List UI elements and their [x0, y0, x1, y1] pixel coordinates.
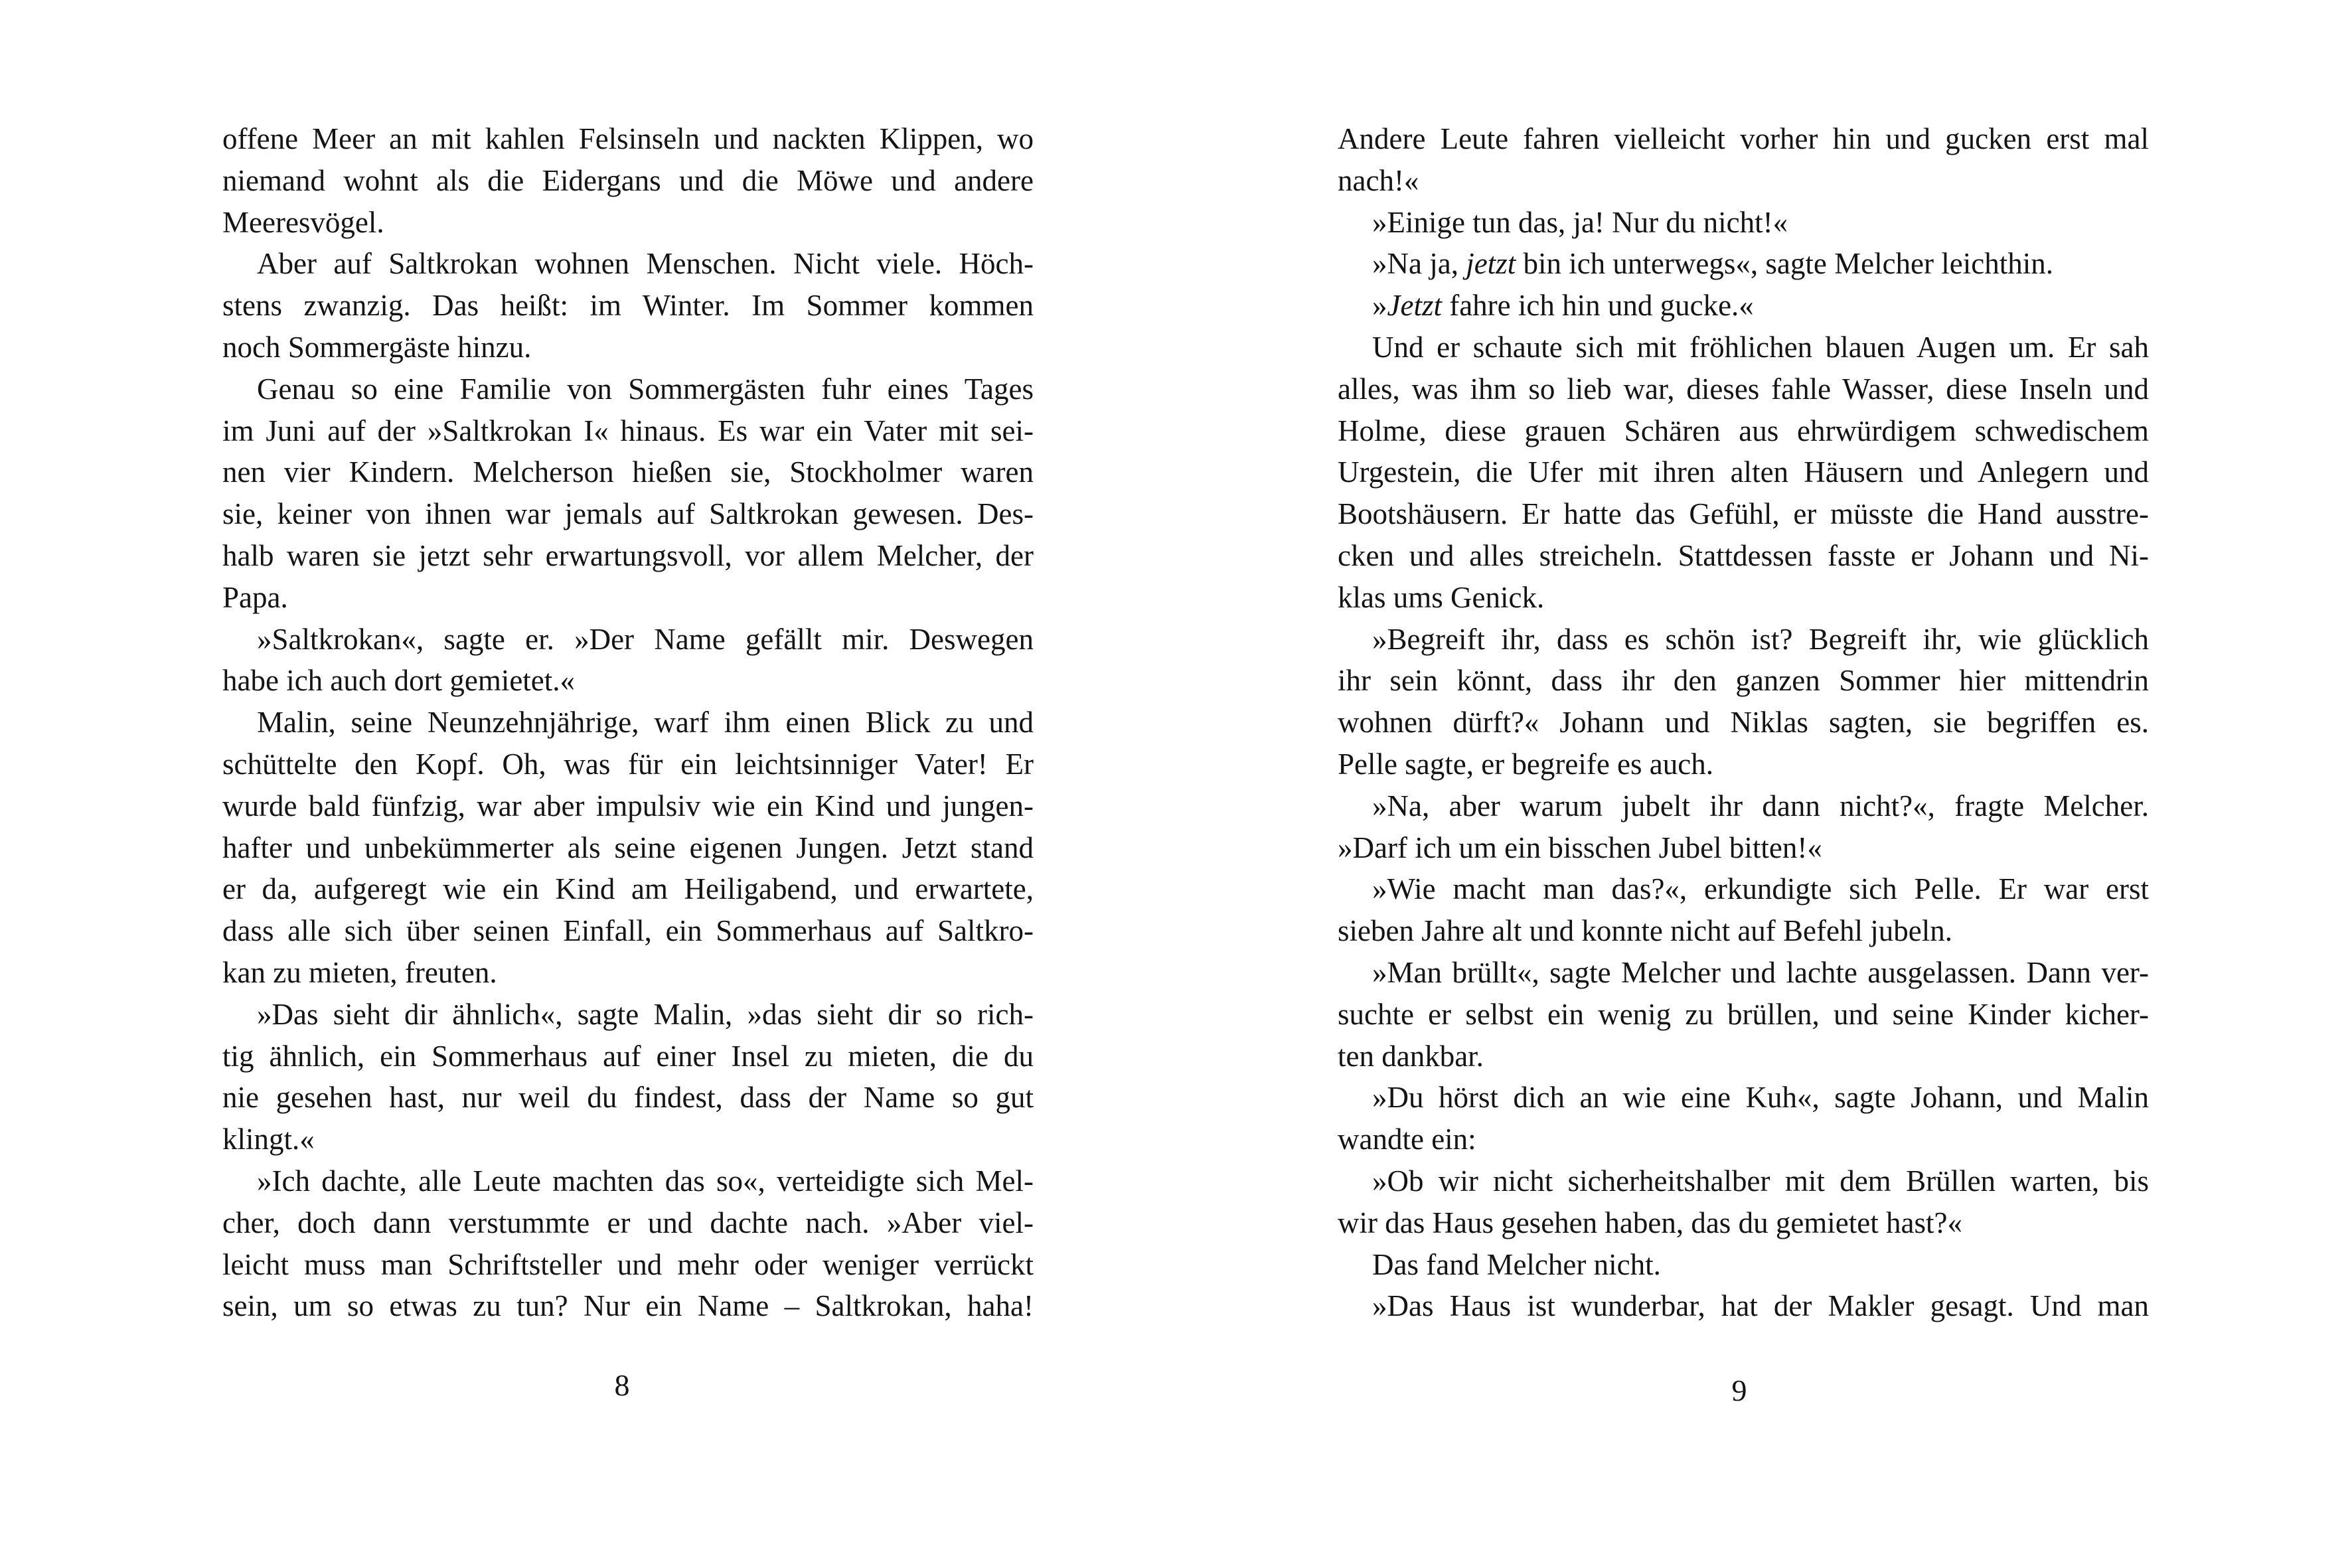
- text-line: sie, keiner von ihnen war jemals auf Saltkrokan gewesen. Des-: [222, 497, 1034, 531]
- text-line: offene Meer an mit kahlen Felsinseln und nackten Klippen, wo: [222, 122, 1034, 155]
- text-line: Das fand Melcher nicht.: [1372, 1247, 1661, 1281]
- text-line: »Das sieht dir ähnlich«, sagte Malin, »das sieht dir so rich-: [257, 997, 1034, 1031]
- text-line: »Man brüllt«, sagte Melcher und lachte ausgelassen. Dann ver-: [1372, 955, 2149, 989]
- text-segment: »: [1372, 289, 1387, 323]
- text-line: hafter und unbekümmerter als seine eigenen Jungen. Jetzt stand: [222, 830, 1034, 864]
- text-line: schüttelte den Kopf. Oh, was für ein leichtsinniger Vater! Er: [222, 747, 1034, 781]
- text-line: cher, doch dann verstummte er und dachte nach. »Aber viel-: [222, 1206, 1034, 1239]
- text-line: habe ich auch dort gemietet.«: [222, 664, 576, 698]
- right-page-number: 9: [1731, 1373, 1747, 1407]
- text-line: wohnen dürft?« Johann und Niklas sagten, sie begriffen es.: [1338, 706, 2149, 740]
- text-line: »Wie macht man das?«, erkundigte sich Pelle. Er war erst: [1372, 872, 2149, 906]
- text-line: Urgestein, die Ufer mit ihren alten Häusern und Anlegern und: [1338, 455, 2149, 489]
- left-page-text: [222, 118, 1034, 1327]
- text-line: ihr sein könnt, dass ihr den ganzen Sommer hier mittendrin: [1338, 664, 2149, 698]
- text-line: »Du hörst dich an wie eine Kuh«, sagte Johann, und Malin: [1372, 1081, 2149, 1115]
- text-line: wandte ein:: [1338, 1123, 1476, 1156]
- text-segment: bin ich unterwegs«, sagte Melcher leichthin.: [1516, 247, 2053, 281]
- text-line: alles, was ihm so lieb war, dieses fahle Wasser, diese Inseln und: [1338, 372, 2149, 406]
- text-line: kan zu mieten, freuten.: [222, 955, 497, 989]
- text-line: im Juni auf der »Saltkrokan I« hinaus. Es war ein Vater mit sei-: [222, 414, 1034, 447]
- text-line: Pelle sagte, er begreife es auch.: [1338, 747, 1713, 781]
- right-page-text: [1338, 118, 2149, 1327]
- text-line: sieben Jahre alt und konnte nicht auf Befehl jubeln.: [1338, 914, 1952, 948]
- text-line: Holme, diese grauen Schären aus ehrwürdigem schwedischem: [1338, 414, 2149, 447]
- text-line: »Ich dachte, alle Leute machten das so«, verteidigte sich Mel-: [257, 1164, 1034, 1198]
- left-page-number: 8: [614, 1368, 630, 1402]
- text-line: wurde bald fünfzig, war aber impulsiv wie ein Kind und jungen-: [222, 789, 1034, 823]
- text-line: leicht muss man Schriftsteller und mehr oder weniger verrückt: [222, 1247, 1034, 1281]
- text-line: »Saltkrokan«, sagte er. »Der Name gefällt mir. Deswegen: [257, 622, 1034, 656]
- text-line: halb waren sie jetzt sehr erwartungsvoll, vor allem Melcher, der: [222, 538, 1034, 572]
- text-line: »Ob wir nicht sicherheitshalber mit dem Brüllen warten, bis: [1372, 1164, 2149, 1198]
- text-line: »Begreift ihr, dass es schön ist? Begreift ihr, wie glücklich: [1372, 622, 2149, 656]
- text-line: Aber auf Saltkrokan wohnen Menschen. Nicht viele. Höch-: [257, 247, 1034, 281]
- text-line: Genau so eine Familie von Sommergästen fuhr eines Tages: [257, 372, 1034, 406]
- text-line: Malin, seine Neunzehnjährige, warf ihm einen Blick zu und: [257, 706, 1034, 740]
- text-line: Meeresvögel.: [222, 205, 384, 239]
- text-line: klas ums Genick.: [1338, 580, 1545, 614]
- text-line: niemand wohnt als die Eidergans und die Möwe und andere: [222, 163, 1034, 197]
- emphasis: Jetzt: [1387, 289, 1442, 323]
- text-segment: »Na ja,: [1372, 247, 1466, 281]
- text-line: nie gesehen hast, nur weil du findest, dass der Name so gut: [222, 1081, 1034, 1115]
- text-line: Und er schaute sich mit fröhlichen blauen Augen um. Er sah: [1372, 330, 2149, 364]
- text-line: wir das Haus gesehen haben, das du gemietet hast?«: [1338, 1206, 1962, 1239]
- text-line: noch Sommergäste hinzu.: [222, 330, 532, 364]
- emphasis: jetzt: [1466, 247, 1516, 281]
- text-line: nach!«: [1338, 163, 1419, 197]
- text-segment: fahre ich hin und gucke.«: [1441, 289, 1754, 323]
- text-line: »Na, aber warum jubelt ihr dann nicht?«, fragte Melcher.: [1372, 789, 2149, 823]
- text-line: er da, aufgeregt wie ein Kind am Heiligabend, und erwartete,: [222, 872, 1034, 906]
- text-line: »Einige tun das, ja! Nur du nicht!«: [1372, 205, 1788, 239]
- text-line: cken und alles streicheln. Stattdessen fasste er Johann und Ni-: [1338, 538, 2149, 572]
- text-line: »Darf ich um ein bisschen Jubel bitten!«: [1338, 830, 1822, 864]
- text-line: suchte er selbst ein wenig zu brüllen, und seine Kinder kicher-: [1338, 997, 2149, 1031]
- text-line: [1338, 243, 2149, 285]
- text-line: dass alle sich über seinen Einfall, ein Sommerhaus auf Saltkro-: [222, 914, 1034, 948]
- text-line: klingt.«: [222, 1123, 315, 1156]
- text-line: Papa.: [222, 580, 288, 614]
- text-line: [1338, 285, 2149, 327]
- text-line: Bootshäusern. Er hatte das Gefühl, er müsste die Hand ausstre-: [1338, 497, 2149, 531]
- text-line: »Das Haus ist wunderbar, hat der Makler gesagt. Und man: [1372, 1289, 2149, 1323]
- text-line: Andere Leute fahren vielleicht vorher hin und gucken erst mal: [1338, 122, 2149, 155]
- text-line: ten dankbar.: [1338, 1039, 1484, 1073]
- text-line: tig ähnlich, ein Sommerhaus auf einer Insel zu mieten, die du: [222, 1039, 1034, 1073]
- text-line: stens zwanzig. Das heißt: im Winter. Im Sommer kommen: [222, 289, 1034, 323]
- text-line: sein, um so etwas zu tun? Nur ein Name – Saltkrokan, haha!: [222, 1289, 1034, 1323]
- text-line: nen vier Kindern. Melcherson hießen sie, Stockholmer waren: [222, 455, 1034, 489]
